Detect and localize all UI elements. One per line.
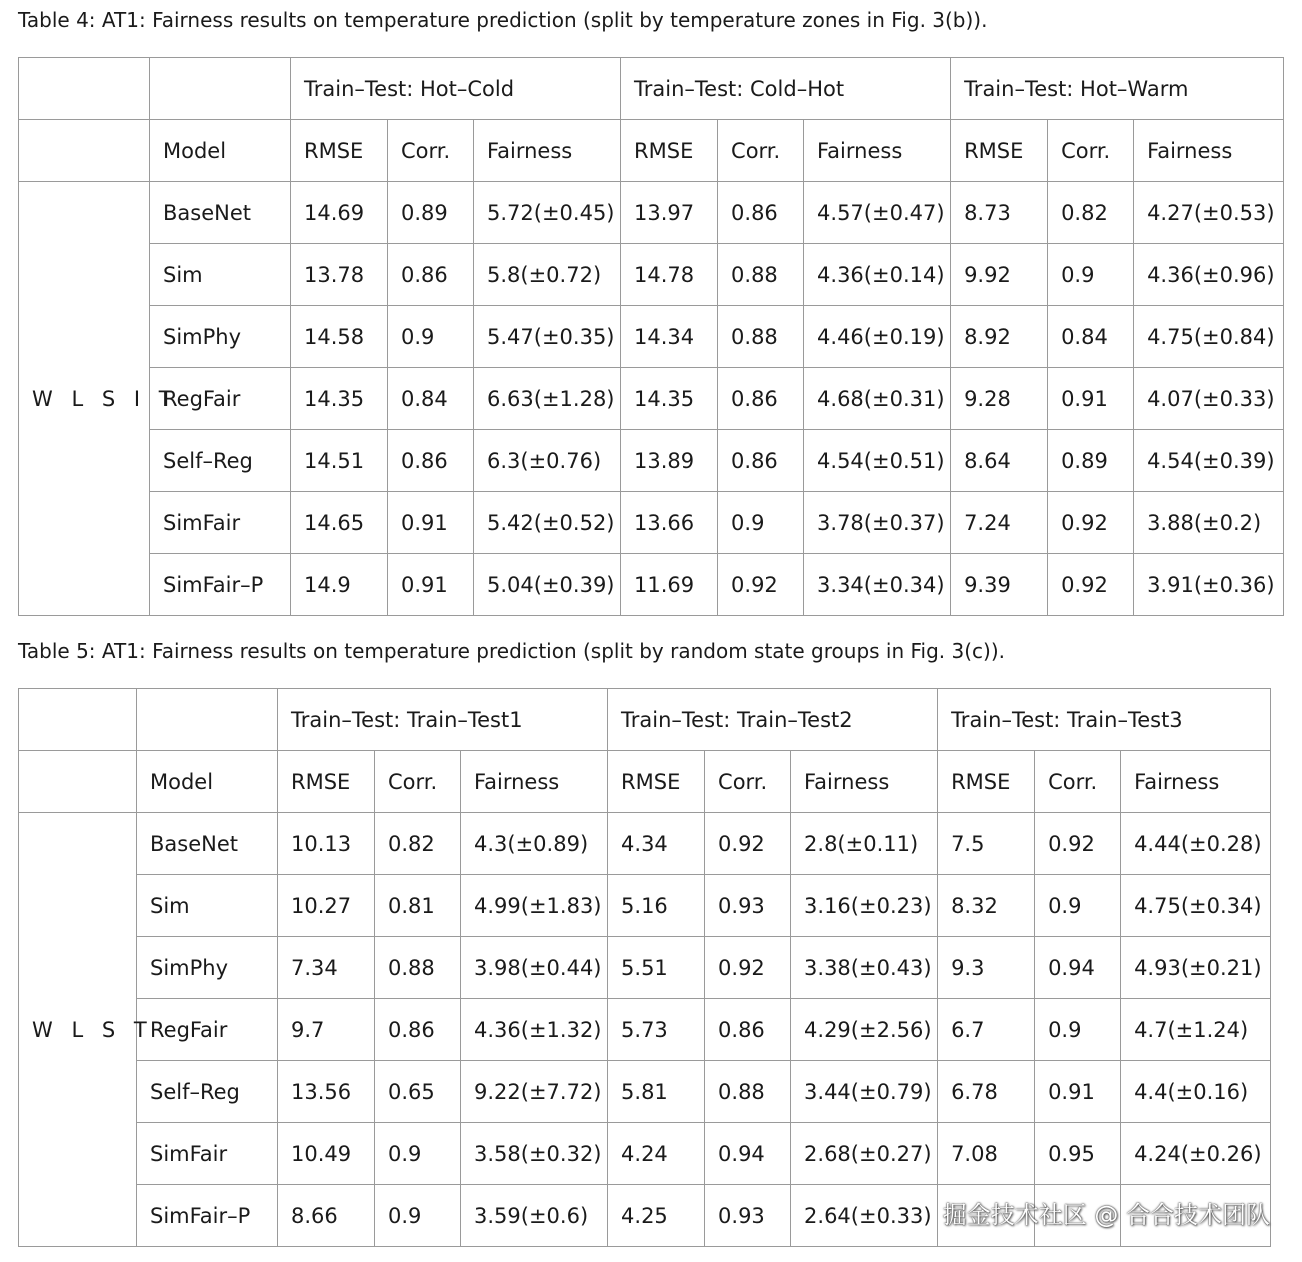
metric-value: 3.34(±0.34) bbox=[804, 554, 951, 616]
metric-value: 10.13 bbox=[278, 813, 375, 875]
table-5-caption: Table 5: AT1: Fairness results on temperature prediction (split by random state groups in Fig. 3(c)). bbox=[18, 639, 1006, 663]
metric-value: 7.08 bbox=[938, 1123, 1035, 1185]
table-row bbox=[19, 492, 1284, 554]
metric-value: 8.92 bbox=[951, 306, 1048, 368]
metric-value: 0.82 bbox=[1048, 182, 1134, 244]
metric-value: 0.84 bbox=[388, 368, 474, 430]
metric-value: 9.3 bbox=[938, 937, 1035, 999]
metric-header-row bbox=[19, 751, 1271, 813]
metric-value: 0.65 bbox=[375, 1061, 461, 1123]
metric-header: Fairness bbox=[804, 120, 951, 182]
metric-value: 0.9 bbox=[1048, 244, 1134, 306]
metric-value: 14.65 bbox=[291, 492, 388, 554]
metric-value: 13.66 bbox=[621, 492, 718, 554]
metric-value: 10.49 bbox=[278, 1123, 375, 1185]
metric-value: 4.99(±1.83) bbox=[461, 875, 608, 937]
metric-value: 0.86 bbox=[718, 430, 804, 492]
metric-value: 2.64(±0.33) bbox=[791, 1185, 938, 1247]
metric-value: 5.8(±0.72) bbox=[474, 244, 621, 306]
metric-value: 6.78 bbox=[938, 1061, 1035, 1123]
model-name: SimPhy bbox=[137, 937, 278, 999]
model-name: Sim bbox=[137, 875, 278, 937]
metric-value: 0.89 bbox=[388, 182, 474, 244]
metric-value: 0.9 bbox=[718, 492, 804, 554]
metric-value: 9.28 bbox=[951, 368, 1048, 430]
metric-value: 5.42(±0.52) bbox=[474, 492, 621, 554]
metric-header: RMSE bbox=[951, 120, 1048, 182]
metric-header: Fairness bbox=[461, 751, 608, 813]
metric-value: 0.94 bbox=[1035, 937, 1121, 999]
metric-value: 7.34 bbox=[278, 937, 375, 999]
table-row bbox=[19, 368, 1284, 430]
metric-value: 0.89 bbox=[1048, 430, 1134, 492]
metric-value: 0.9 bbox=[375, 1123, 461, 1185]
metric-value: 0.92 bbox=[718, 554, 804, 616]
metric-value: 6.63(±1.28) bbox=[474, 368, 621, 430]
metric-header-row bbox=[19, 120, 1284, 182]
table-4-body bbox=[19, 58, 1284, 616]
metric-value: 0.86 bbox=[705, 999, 791, 1061]
metric-value: 4.4(±0.16) bbox=[1121, 1061, 1271, 1123]
metric-value: 4.54(±0.51) bbox=[804, 430, 951, 492]
empty-cell bbox=[19, 120, 150, 182]
split-header: Train–Test: Hot–Warm bbox=[951, 58, 1284, 120]
metric-value: 8.66 bbox=[278, 1185, 375, 1247]
metric-value: 4.36(±0.14) bbox=[804, 244, 951, 306]
metric-value: 3.38(±0.43) bbox=[791, 937, 938, 999]
metric-header: Fairness bbox=[1134, 120, 1284, 182]
metric-header: Fairness bbox=[791, 751, 938, 813]
split-header: Train–Test: Hot–Cold bbox=[291, 58, 621, 120]
metric-header: RMSE bbox=[938, 751, 1035, 813]
metric-value: 14.9 bbox=[291, 554, 388, 616]
split-header: Train–Test: Train–Test3 bbox=[938, 689, 1271, 751]
metric-value: 4.34 bbox=[608, 813, 705, 875]
metric-value: 14.35 bbox=[291, 368, 388, 430]
metric-value: 3.58(±0.32) bbox=[461, 1123, 608, 1185]
metric-value: 0.93 bbox=[705, 875, 791, 937]
model-name: SimFair–P bbox=[137, 1185, 278, 1247]
metric-header: RMSE bbox=[291, 120, 388, 182]
empty-cell bbox=[19, 58, 150, 120]
metric-value: 3.44(±0.79) bbox=[791, 1061, 938, 1123]
metric-value: 4.24 bbox=[608, 1123, 705, 1185]
table-row bbox=[19, 182, 1284, 244]
metric-header: Corr. bbox=[375, 751, 461, 813]
table-4-caption: Table 4: AT1: Fairness results on temperature prediction (split by temperature zones in Fig. 3(b)). bbox=[18, 8, 988, 32]
metric-value: 13.89 bbox=[621, 430, 718, 492]
metric-value: 9.22(±7.72) bbox=[461, 1061, 608, 1123]
table-row bbox=[19, 306, 1284, 368]
model-name: SimPhy bbox=[150, 306, 291, 368]
metric-value: 0.91 bbox=[1048, 368, 1134, 430]
metric-value: 4.54(±0.39) bbox=[1134, 430, 1284, 492]
metric-value: 4.75(±0.84) bbox=[1134, 306, 1284, 368]
dataset-group-label: W L S T bbox=[19, 813, 137, 1247]
split-header: Train–Test: Train–Test1 bbox=[278, 689, 608, 751]
table-4 bbox=[18, 57, 1284, 616]
metric-value: 4.75(±0.34) bbox=[1121, 875, 1271, 937]
table-row bbox=[19, 875, 1271, 937]
metric-header: Fairness bbox=[474, 120, 621, 182]
metric-value: 14.34 bbox=[621, 306, 718, 368]
metric-value: 13.97 bbox=[621, 182, 718, 244]
table-row bbox=[19, 937, 1271, 999]
metric-value: 6.3(±0.76) bbox=[474, 430, 621, 492]
metric-value: 3.78(±0.37) bbox=[804, 492, 951, 554]
metric-value: 0.92 bbox=[1035, 813, 1121, 875]
metric-value: 14.58 bbox=[291, 306, 388, 368]
metric-value: 6.7 bbox=[938, 999, 1035, 1061]
metric-value: 5.04(±0.39) bbox=[474, 554, 621, 616]
model-name: Self–Reg bbox=[137, 1061, 278, 1123]
metric-value: 0.81 bbox=[375, 875, 461, 937]
metric-value: 0.9 bbox=[1035, 999, 1121, 1061]
model-name: Sim bbox=[150, 244, 291, 306]
metric-value: 9.39 bbox=[951, 554, 1048, 616]
split-header-row bbox=[19, 58, 1284, 120]
metric-value: 4.7(±1.24) bbox=[1121, 999, 1271, 1061]
metric-value: 0.9 bbox=[375, 1185, 461, 1247]
metric-value: 14.78 bbox=[621, 244, 718, 306]
metric-value: 0.84 bbox=[1048, 306, 1134, 368]
model-name: RegFair bbox=[137, 999, 278, 1061]
split-header-row bbox=[19, 689, 1271, 751]
metric-value: 0.92 bbox=[1048, 492, 1134, 554]
table-row bbox=[19, 430, 1284, 492]
metric-value: 0.88 bbox=[718, 244, 804, 306]
metric-value: 0.88 bbox=[375, 937, 461, 999]
metric-value: 0.86 bbox=[718, 368, 804, 430]
metric-value: 5.16 bbox=[608, 875, 705, 937]
metric-value: 5.47(±0.35) bbox=[474, 306, 621, 368]
metric-value: 0.92 bbox=[1048, 554, 1134, 616]
metric-value: 5.72(±0.45) bbox=[474, 182, 621, 244]
model-header: Model bbox=[137, 751, 278, 813]
empty-cell bbox=[19, 689, 137, 751]
metric-value: 5.73 bbox=[608, 999, 705, 1061]
metric-value: 0.82 bbox=[375, 813, 461, 875]
metric-value: 0.94 bbox=[705, 1123, 791, 1185]
metric-value: 2.8(±0.11) bbox=[791, 813, 938, 875]
model-name: Self–Reg bbox=[150, 430, 291, 492]
metric-value: 4.57(±0.47) bbox=[804, 182, 951, 244]
model-header: Model bbox=[150, 120, 291, 182]
metric-value: 8.64 bbox=[951, 430, 1048, 492]
metric-value: 0.88 bbox=[705, 1061, 791, 1123]
dataset-group-label: W L S I T bbox=[19, 182, 150, 616]
metric-value: 7.5 bbox=[938, 813, 1035, 875]
empty-cell bbox=[137, 689, 278, 751]
metric-value: 0.86 bbox=[375, 999, 461, 1061]
metric-value: 0.91 bbox=[1035, 1061, 1121, 1123]
metric-value: 9.92 bbox=[951, 244, 1048, 306]
metric-value: 5.81 bbox=[608, 1061, 705, 1123]
metric-value: 4.24(±0.26) bbox=[1121, 1123, 1271, 1185]
metric-value: 0.91 bbox=[388, 554, 474, 616]
model-name: RegFair bbox=[150, 368, 291, 430]
metric-header: Corr. bbox=[705, 751, 791, 813]
model-name: SimFair bbox=[137, 1123, 278, 1185]
metric-header: Corr. bbox=[1035, 751, 1121, 813]
metric-value: 4.29(±2.56) bbox=[791, 999, 938, 1061]
metric-value: 4.3(±0.89) bbox=[461, 813, 608, 875]
table-5-body bbox=[19, 689, 1271, 1247]
metric-value: 7.24 bbox=[951, 492, 1048, 554]
metric-value: 9.7 bbox=[278, 999, 375, 1061]
metric-value: 4.68(±0.31) bbox=[804, 368, 951, 430]
table-5 bbox=[18, 688, 1271, 1247]
metric-value: 4.07(±0.33) bbox=[1134, 368, 1284, 430]
metric-value: 11.69 bbox=[621, 554, 718, 616]
metric-value: 4.25 bbox=[608, 1185, 705, 1247]
metric-header: Corr. bbox=[1048, 120, 1134, 182]
metric-value: 3.88(±0.2) bbox=[1134, 492, 1284, 554]
table-row bbox=[19, 999, 1271, 1061]
model-name: SimFair bbox=[150, 492, 291, 554]
metric-value: 0.9 bbox=[1035, 875, 1121, 937]
metric-value: 0.86 bbox=[388, 244, 474, 306]
split-header: Train–Test: Cold–Hot bbox=[621, 58, 951, 120]
metric-value: 0.95 bbox=[1035, 1123, 1121, 1185]
metric-value: 4.27(±0.53) bbox=[1134, 182, 1284, 244]
metric-value: 0.91 bbox=[388, 492, 474, 554]
empty-cell bbox=[150, 58, 291, 120]
metric-value: 4.36(±0.96) bbox=[1134, 244, 1284, 306]
table-row bbox=[19, 1123, 1271, 1185]
metric-header: RMSE bbox=[278, 751, 375, 813]
metric-value: 0.86 bbox=[718, 182, 804, 244]
metric-value: 4.46(±0.19) bbox=[804, 306, 951, 368]
metric-value: 8.32 bbox=[938, 875, 1035, 937]
model-name: SimFair–P bbox=[150, 554, 291, 616]
split-header: Train–Test: Train–Test2 bbox=[608, 689, 938, 751]
metric-value: 2.68(±0.27) bbox=[791, 1123, 938, 1185]
metric-value: 0.93 bbox=[705, 1185, 791, 1247]
metric-value: 10.27 bbox=[278, 875, 375, 937]
metric-value: 5.51 bbox=[608, 937, 705, 999]
metric-value: 0.88 bbox=[718, 306, 804, 368]
metric-header: RMSE bbox=[608, 751, 705, 813]
metric-value: 4.93(±0.21) bbox=[1121, 937, 1271, 999]
watermark: 掘金技术社区 @ 合合技术团队 bbox=[942, 1201, 1270, 1229]
metric-header: RMSE bbox=[621, 120, 718, 182]
model-name: BaseNet bbox=[137, 813, 278, 875]
metric-value: 4.44(±0.28) bbox=[1121, 813, 1271, 875]
metric-value: 3.91(±0.36) bbox=[1134, 554, 1284, 616]
metric-header: Fairness bbox=[1121, 751, 1271, 813]
metric-value: 13.78 bbox=[291, 244, 388, 306]
table-row bbox=[19, 813, 1271, 875]
metric-value: 0.86 bbox=[388, 430, 474, 492]
metric-value: 14.51 bbox=[291, 430, 388, 492]
metric-header: Corr. bbox=[718, 120, 804, 182]
metric-value: 14.35 bbox=[621, 368, 718, 430]
model-name: BaseNet bbox=[150, 182, 291, 244]
metric-value: 0.92 bbox=[705, 813, 791, 875]
table-row bbox=[19, 244, 1284, 306]
metric-value: 4.36(±1.32) bbox=[461, 999, 608, 1061]
table-row bbox=[19, 1061, 1271, 1123]
metric-value: 3.98(±0.44) bbox=[461, 937, 608, 999]
empty-cell bbox=[19, 751, 137, 813]
metric-value: 0.92 bbox=[705, 937, 791, 999]
metric-value: 3.16(±0.23) bbox=[791, 875, 938, 937]
table-row bbox=[19, 554, 1284, 616]
metric-value: 0.9 bbox=[388, 306, 474, 368]
metric-value: 13.56 bbox=[278, 1061, 375, 1123]
metric-value: 14.69 bbox=[291, 182, 388, 244]
metric-value: 3.59(±0.6) bbox=[461, 1185, 608, 1247]
metric-header: Corr. bbox=[388, 120, 474, 182]
metric-value: 8.73 bbox=[951, 182, 1048, 244]
